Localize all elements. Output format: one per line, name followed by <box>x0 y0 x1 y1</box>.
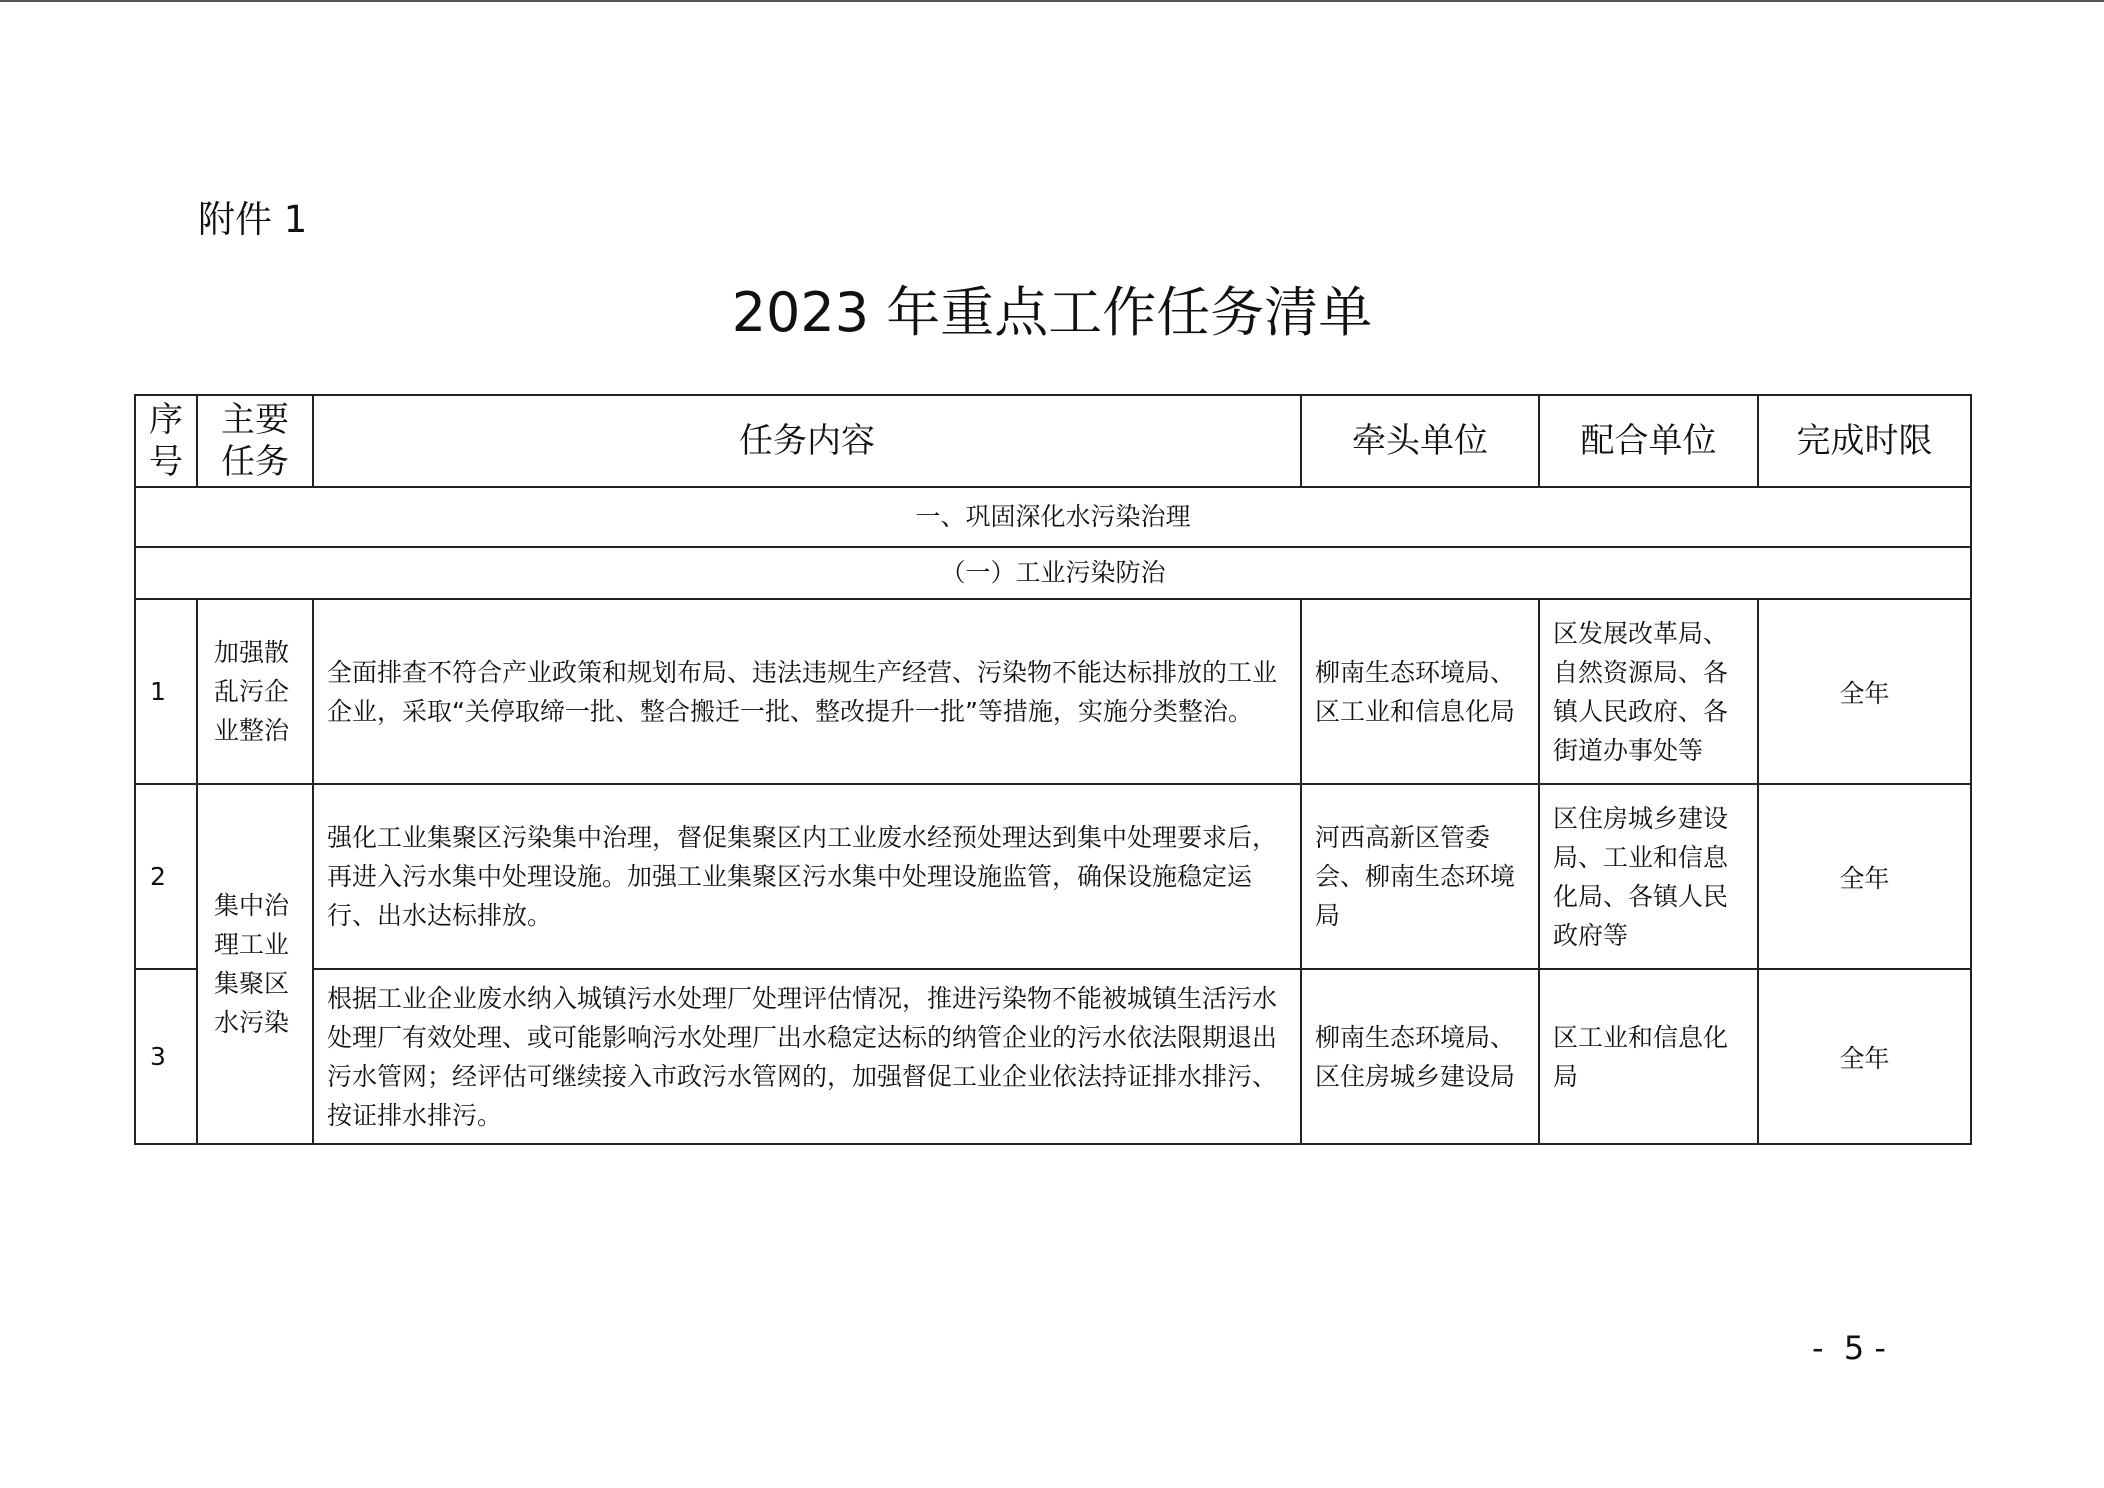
row-content: 全面排查不符合产业政策和规划布局、违法违规生产经营、污染物不能达标排放的工业企业，采取“关停取缔一批、整合搬迁一批、整改提升一批”等措施，实施分类整治。 <box>313 599 1301 784</box>
row-deadline: 全年 <box>1758 969 1971 1144</box>
subsection-title: （一）工业污染防治 <box>135 547 1971 599</box>
task-table <box>134 394 1972 1145</box>
table-row <box>135 784 1971 969</box>
row-task: 加强散乱污企业整治 <box>197 599 313 784</box>
header-deadline: 完成时限 <box>1758 395 1971 487</box>
row-deadline: 全年 <box>1758 599 1971 784</box>
attachment-label: 附件 1 <box>198 198 308 241</box>
section-row <box>135 487 1971 547</box>
section-title: 一、巩固深化水污染治理 <box>135 487 1971 547</box>
header-content: 任务内容 <box>313 395 1301 487</box>
subsection-row <box>135 547 1971 599</box>
table-row <box>135 599 1971 784</box>
row-content: 根据工业企业废水纳入城镇污水处理厂处理评估情况，推进污染物不能被城镇生活污水处理厂有效处理、或可能影响污水处理厂出水稳定达标的纳管企业的污水依法限期退出污水管网；经评估可继续接入市政污水管网的，加强督促工业企业依法持证排水排污、按证排水排污。 <box>313 969 1301 1144</box>
row-task: 集中治理工业集聚区水污染 <box>197 784 313 1144</box>
row-lead-unit: 柳南生态环境局、区住房城乡建设局 <box>1301 969 1539 1144</box>
row-number: 3 <box>135 969 197 1144</box>
header-lead: 牵头单位 <box>1301 395 1539 487</box>
row-deadline: 全年 <box>1758 784 1971 969</box>
page-number: - 5 - <box>1812 1329 1886 1367</box>
document-title: 2023 年重点工作任务清单 <box>731 281 1373 344</box>
row-lead-unit: 河西高新区管委会、柳南生态环境局 <box>1301 784 1539 969</box>
header-coop: 配合单位 <box>1539 395 1758 487</box>
row-coop-unit: 区工业和信息化局 <box>1539 969 1758 1144</box>
row-lead-unit: 柳南生态环境局、区工业和信息化局 <box>1301 599 1539 784</box>
row-coop-unit: 区住房城乡建设局、工业和信息化局、各镇人民政府等 <box>1539 784 1758 969</box>
row-number: 1 <box>135 599 197 784</box>
row-number: 2 <box>135 784 197 969</box>
table-row <box>135 969 1971 1144</box>
row-coop-unit: 区发展改革局、自然资源局、各镇人民政府、各街道办事处等 <box>1539 599 1758 784</box>
top-border-line <box>0 0 2104 2</box>
header-task: 主要任务 <box>197 395 313 487</box>
table-header-row <box>135 395 1971 487</box>
row-content: 强化工业集聚区污染集中治理，督促集聚区内工业废水经预处理达到集中处理要求后，再进入污水集中处理设施。加强工业集聚区污水集中处理设施监管，确保设施稳定运行、出水达标排放。 <box>313 784 1301 969</box>
header-no: 序号 <box>135 395 197 487</box>
